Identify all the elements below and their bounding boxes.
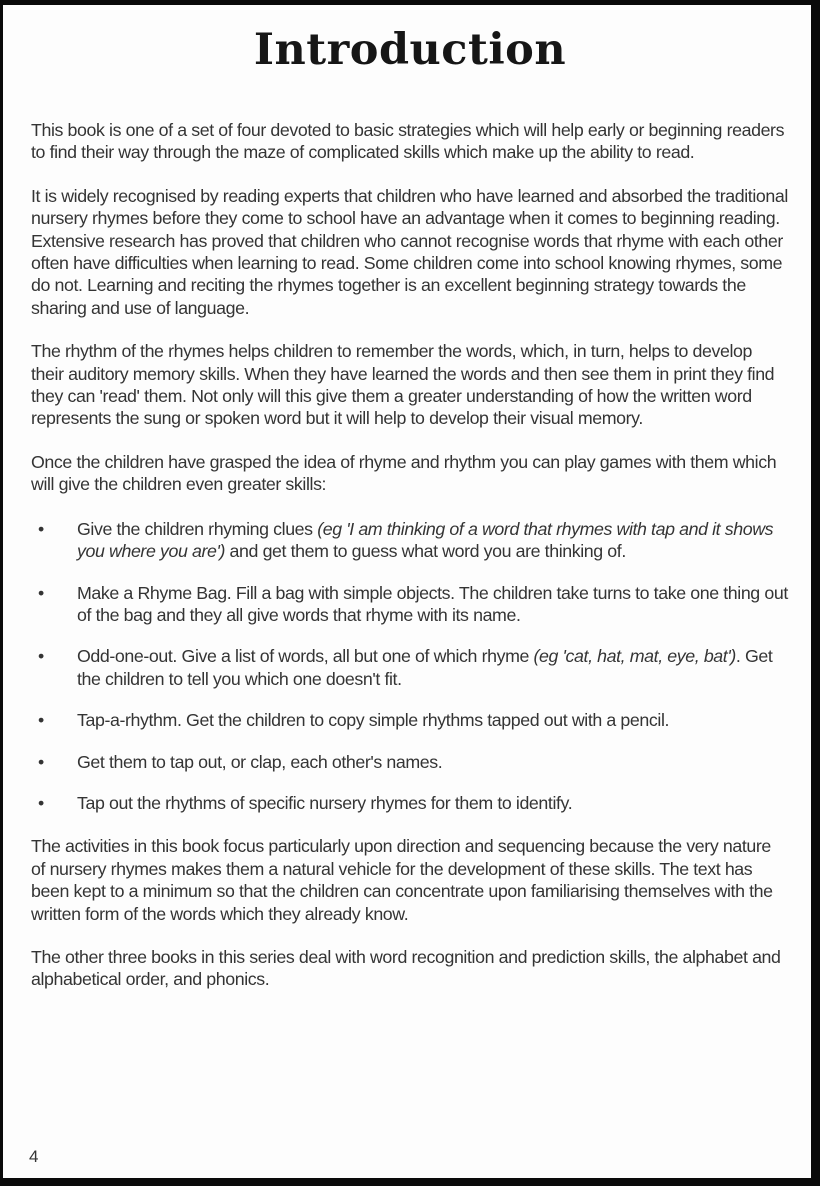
paragraph-rhythm: The rhythm of the rhymes helps children to remember the words, which, in turn, helps to develop their auditory memory skills. When they have learned the words and then see them in print they find they can 'read' them. Not only will this give them a greater understanding of how the written word represents the sung or spoken word but it will help to develop their visual memory. bbox=[31, 341, 775, 429]
book-page bbox=[3, 5, 811, 1178]
bullet-segment: Give the children rhyming clues bbox=[77, 518, 318, 539]
bullet-list bbox=[31, 518, 789, 815]
page-content bbox=[3, 5, 811, 991]
list-item bbox=[31, 709, 789, 731]
page-number: 4 bbox=[29, 1147, 39, 1166]
bullet-text bbox=[77, 709, 789, 731]
bullet-segment: Tap-a-rhythm. Get the children to copy simple rhythms tapped out with a pencil. bbox=[77, 710, 670, 731]
bullet-segment: and get them to guess what word you are thinking of. bbox=[225, 541, 626, 562]
paragraph-research: It is widely recognised by reading experts that children who have learned and absorbed the traditional nursery rhymes before they come to school have an advantage when it comes to beginning reading. Extensive research has proved that children who cannot recognise words that rhyme with each other often have difficulties when learning to read. Some children come into school knowing rhymes, some do not. Learning and reciting the rhymes together is an excellent beginning strategy towards the sharing and use of language. bbox=[31, 185, 788, 318]
bullet-segment: Make a Rhyme Bag. Fill a bag with simple objects. The children take turns to take one thing out of the bag and they all give words that rhyme with its name. bbox=[77, 582, 788, 625]
list-item bbox=[31, 792, 789, 814]
bullet-text bbox=[77, 792, 789, 814]
bullet-marker: • bbox=[38, 582, 45, 603]
page-title: Introduction bbox=[253, 25, 567, 75]
bullet-segment-italic: (eg 'cat, hat, mat, eye, bat') bbox=[533, 646, 736, 667]
bullet-marker: • bbox=[38, 792, 45, 813]
paragraph-games-lead-in: Once the children have grasped the idea of rhyme and rhythm you can play games with them which will give the children even greater skills: bbox=[31, 451, 777, 495]
bullet-segment: Get them to tap out, or clap, each other's names. bbox=[77, 751, 443, 772]
paragraph-activities: The activities in this book focus particularly upon direction and sequencing because the very nature of nursery rhymes makes them a natural vehicle for the development of these skills. The text has been kept to a minimum so that the children can concentrate upon familiarising themselves with the written form of the words which they already know. bbox=[31, 836, 773, 924]
bullet-segment: . Get the children to tell you which one doesn't fit. bbox=[77, 646, 773, 689]
bullet-text bbox=[77, 518, 789, 563]
bullet-segment: Odd-one-out. Give a list of words, all but one of which rhyme bbox=[77, 646, 534, 667]
bullet-marker: • bbox=[38, 646, 45, 667]
bullet-text bbox=[77, 645, 789, 690]
bullet-segment: Tap out the rhythms of specific nursery rhymes for them to identify. bbox=[77, 792, 573, 813]
bullet-marker: • bbox=[38, 710, 45, 731]
paragraph-intro: This book is one of a set of four devoted to basic strategies which will help early or beginning readers to find their way through the maze of complicated skills which make up the ability to read. bbox=[31, 120, 785, 163]
bullet-marker: • bbox=[38, 518, 45, 539]
bullet-text bbox=[77, 582, 789, 627]
list-item bbox=[31, 582, 789, 627]
bullet-marker: • bbox=[38, 751, 45, 772]
bullet-text bbox=[77, 751, 789, 773]
paragraph-other-books: The other three books in this series deal with word recognition and prediction skills, the alphabet and alphabetical order, and phonics. bbox=[31, 946, 781, 990]
bullet-segment-italic: (eg 'I am thinking of a word that rhymes with tap and it shows you where you are') bbox=[77, 518, 774, 562]
list-item bbox=[31, 518, 789, 563]
list-item bbox=[31, 645, 789, 690]
list-item bbox=[31, 751, 789, 773]
